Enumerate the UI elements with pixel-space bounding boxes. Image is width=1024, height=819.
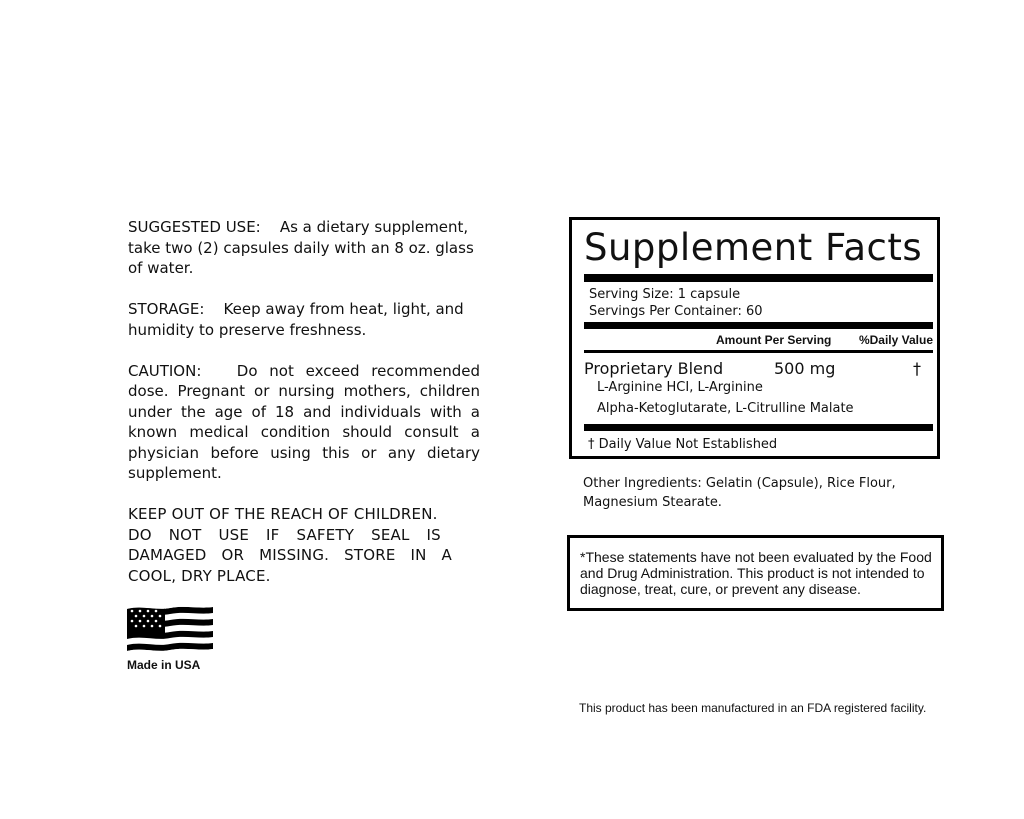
blend-amount: 500 mg [774, 359, 836, 378]
amount-per-serving-header: Amount Per Serving [716, 333, 832, 347]
usa-flag-icon [127, 605, 213, 657]
thick-divider [584, 322, 933, 329]
supplement-facts-panel [569, 217, 940, 459]
facts-title: Supplement Facts [584, 226, 923, 269]
caution-text: Do not exceed recommended dose. Pregnant or nursing mothers, children under the age of 18 and individuals with a known medical condition should consult a physician before using this or any dietary supplement. [128, 361, 480, 482]
storage-text: Keep away from heat, light, and humidity to preserve freshness. [128, 300, 464, 339]
warning-damaged: DAMAGED OR MISSING. STORE IN A [128, 546, 452, 564]
fda-disclaimer-text: *These statements have not been evaluated by the Food and Drug Administration. This product is not intended to diagnose, treat, cure, or prevent any disease. [580, 549, 932, 597]
other-ingredients: Other Ingredients: Gelatin (Capsule), Rice Flour, Magnesium Stearate. [583, 476, 896, 510]
caution-paragraph [128, 361, 480, 484]
blend-daily-value: † [913, 359, 921, 378]
warning-keep-out: KEEP OUT OF THE REACH OF CHILDREN. [128, 505, 438, 523]
directions-column [128, 217, 480, 586]
storage-label: STORAGE: [128, 300, 205, 318]
warning-cool-dry: COOL, DRY PLACE. [128, 566, 271, 585]
proprietary-blend-row [584, 359, 921, 378]
warning-seal: DO NOT USE IF SAFETY SEAL IS [128, 525, 441, 544]
thick-divider [584, 424, 933, 431]
suggested-use-label: SUGGESTED USE: [128, 218, 261, 236]
fda-disclaimer-box [567, 535, 944, 611]
fda-facility-note: This product has been manufactured in an FDA registered facility. [579, 701, 927, 715]
thin-divider [584, 350, 933, 353]
servings-per-container: Servings Per Container: 60 [589, 304, 763, 319]
storage-paragraph [128, 299, 480, 340]
caution-label: CAUTION: [128, 361, 202, 380]
ingredient-line: L-Arginine HCI, L-Arginine [597, 380, 763, 395]
blend-name: Proprietary Blend [584, 359, 724, 378]
serving-size: Serving Size: 1 capsule [589, 287, 741, 302]
warnings-block [128, 504, 480, 586]
suggested-use-text: As a dietary supplement, take two (2) capsules daily with an 8 oz. glass of water. [128, 218, 474, 277]
made-in-usa-label: Made in USA [127, 658, 201, 672]
made-in-usa-badge [127, 605, 217, 672]
ingredient-line: Alpha-Ketoglutarate, L-Citrulline Malate [597, 401, 854, 416]
daily-value-footnote: † Daily Value Not Established [588, 437, 778, 452]
daily-value-header: %Daily Value [858, 333, 933, 347]
thick-divider [584, 274, 933, 282]
suggested-use-paragraph [128, 217, 480, 279]
